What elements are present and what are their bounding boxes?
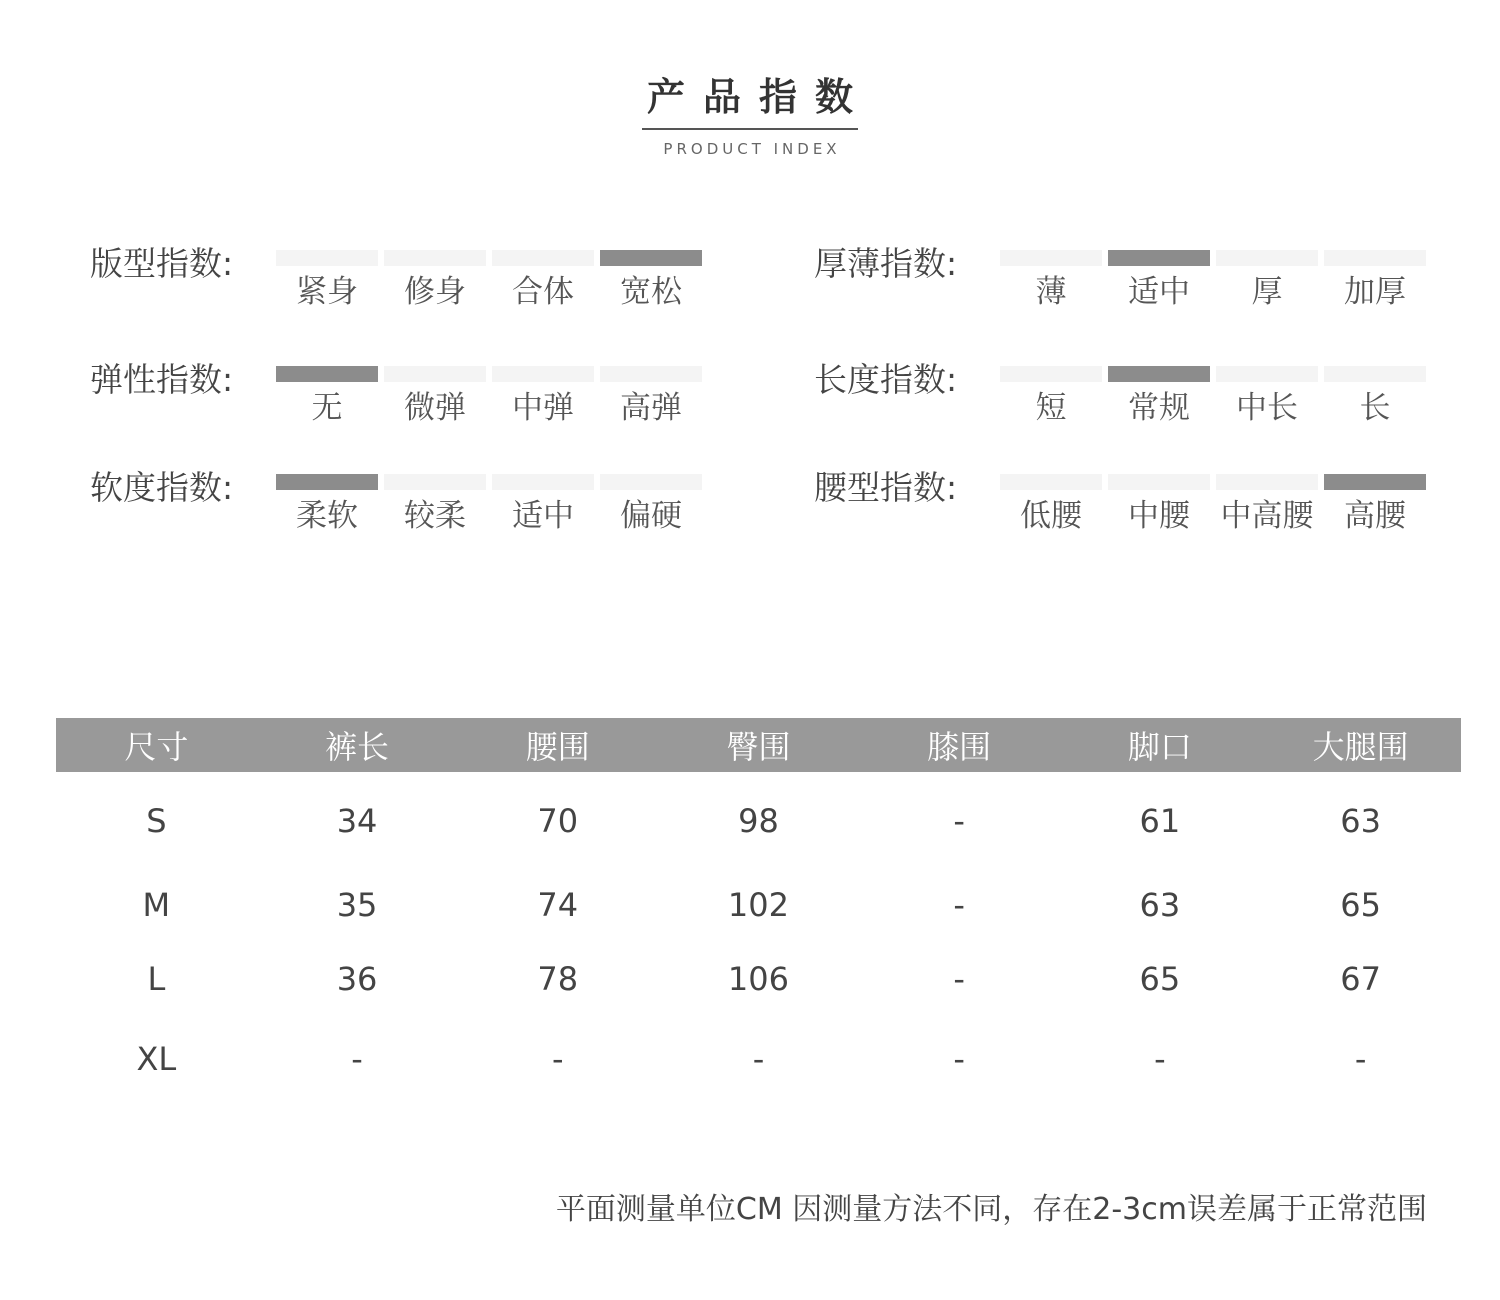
table-cell: 35 <box>336 886 378 924</box>
scale-option-label: 高弹 <box>620 390 682 426</box>
scale-option-label: 适中 <box>1128 274 1190 310</box>
scale-option <box>1000 358 1102 448</box>
scale-option <box>276 466 378 556</box>
page-subtitle: PRODUCT INDEX <box>663 140 841 158</box>
scale-bar <box>384 250 486 266</box>
scale-option <box>276 358 378 448</box>
column-header: 脚口 <box>1060 718 1261 772</box>
scale-option <box>1216 466 1318 556</box>
table-cell: 61 <box>1139 802 1181 840</box>
table-cell: XL <box>136 1040 177 1078</box>
scale-option-label: 厚 <box>1251 274 1283 310</box>
scale-option-label: 薄 <box>1035 274 1067 310</box>
table-cell: M <box>142 886 171 924</box>
index-label: 版型指数: <box>90 244 234 283</box>
scale-bar <box>1216 366 1318 382</box>
scale-option <box>1000 242 1102 332</box>
page-title: 产品指数 <box>646 75 871 119</box>
scale-option <box>1324 358 1426 448</box>
table-cell: - <box>351 1040 363 1078</box>
scale-option-label: 高腰 <box>1344 498 1406 534</box>
scale-option <box>1324 466 1426 556</box>
scale-bar <box>600 366 702 382</box>
scale-bar <box>492 366 594 382</box>
scale-bar <box>1000 250 1102 266</box>
table-cell: 65 <box>1139 960 1181 998</box>
scale-option <box>492 242 594 332</box>
scale-bar <box>1324 366 1426 382</box>
scale-option-label: 加厚 <box>1344 274 1406 310</box>
index-scale <box>1000 358 1432 448</box>
index-fit <box>90 242 710 332</box>
scale-bar <box>1216 250 1318 266</box>
scale-option-label: 中弹 <box>512 390 574 426</box>
table-cell: - <box>953 886 965 924</box>
table-cell: 70 <box>537 802 579 840</box>
table-row <box>56 940 1461 1018</box>
scale-bar <box>492 474 594 490</box>
table-cell: 36 <box>336 960 378 998</box>
scale-option-label: 宽松 <box>620 274 682 310</box>
table-cell: - <box>752 1040 765 1078</box>
index-softness <box>90 466 710 556</box>
scale-option-label: 长 <box>1359 390 1391 426</box>
table-cell: - <box>551 1040 564 1078</box>
scale-bar <box>1216 474 1318 490</box>
index-scale <box>276 242 708 332</box>
scale-option <box>600 242 702 332</box>
column-header: 膝围 <box>859 718 1060 772</box>
scale-bar <box>276 366 378 382</box>
column-header: 腰围 <box>457 718 658 772</box>
size-table <box>56 718 1461 1100</box>
scale-option-label: 无 <box>311 390 343 426</box>
scale-bar <box>1108 474 1210 490</box>
table-cell: 65 <box>1340 886 1381 924</box>
index-scale <box>276 358 708 448</box>
scale-bar <box>600 474 702 490</box>
scale-option <box>276 242 378 332</box>
table-cell: L <box>147 960 166 998</box>
column-header: 裤长 <box>257 718 458 772</box>
scale-bar <box>1108 366 1210 382</box>
scale-option <box>1216 358 1318 448</box>
scale-bar <box>276 250 378 266</box>
scale-bar <box>384 474 486 490</box>
table-cell: 98 <box>738 802 779 840</box>
table-cell: - <box>1154 1040 1166 1078</box>
table-cell: - <box>1354 1040 1367 1078</box>
scale-option <box>492 466 594 556</box>
scale-bar <box>600 250 702 266</box>
scale-bar <box>1000 474 1102 490</box>
scale-option-label: 偏硬 <box>620 498 682 534</box>
table-row <box>56 870 1461 940</box>
scale-option-label: 中长 <box>1236 390 1298 426</box>
scale-option <box>492 358 594 448</box>
scale-option <box>384 466 486 556</box>
column-header: 大腿围 <box>1260 718 1461 772</box>
scale-option-label: 紧身 <box>296 274 358 310</box>
scale-option <box>1108 358 1210 448</box>
scale-option <box>1108 242 1210 332</box>
page-header <box>0 72 1500 158</box>
table-cell: 74 <box>537 886 579 924</box>
scale-bar <box>1324 474 1426 490</box>
index-thickness <box>814 242 1434 332</box>
scale-bar <box>1000 366 1102 382</box>
index-waist-type <box>814 466 1434 556</box>
scale-option <box>1324 242 1426 332</box>
scale-option-label: 适中 <box>512 498 574 534</box>
scale-bar <box>492 250 594 266</box>
scale-option-label: 常规 <box>1128 390 1190 426</box>
scale-option <box>1000 466 1102 556</box>
scale-option-label: 修身 <box>404 274 466 310</box>
index-label: 弹性指数: <box>90 360 234 399</box>
scale-option <box>600 358 702 448</box>
table-row <box>56 1018 1461 1100</box>
table-cell: 78 <box>537 960 579 998</box>
scale-option <box>600 466 702 556</box>
scale-bar <box>1108 250 1210 266</box>
table-cell: 106 <box>727 960 789 998</box>
scale-bar <box>276 474 378 490</box>
scale-option-label: 合体 <box>512 274 574 310</box>
column-header: 尺寸 <box>56 718 257 772</box>
scale-option-label: 微弹 <box>404 390 466 426</box>
index-scale <box>276 466 708 556</box>
index-label: 软度指数: <box>90 468 234 507</box>
index-label: 长度指数: <box>814 360 958 399</box>
scale-bar <box>1324 250 1426 266</box>
index-scale <box>1000 466 1432 556</box>
index-elasticity <box>90 358 710 448</box>
scale-option-label: 中高腰 <box>1220 498 1314 534</box>
index-label: 腰型指数: <box>814 468 958 507</box>
table-cell: - <box>953 1040 965 1078</box>
table-cell: S <box>146 802 167 840</box>
table-cell: - <box>953 960 965 998</box>
index-scale <box>1000 242 1432 332</box>
scale-option <box>1216 242 1318 332</box>
scale-option <box>384 358 486 448</box>
index-label: 厚薄指数: <box>814 244 958 283</box>
measurement-note: 平面测量单位CM 因测量方法不同，存在2-3cm误差属于正常范围 <box>555 1192 1427 1227</box>
table-cell: - <box>953 802 965 840</box>
scale-bar <box>384 366 486 382</box>
table-cell: 63 <box>1139 886 1181 924</box>
table-cell: 63 <box>1340 802 1381 840</box>
scale-option-label: 短 <box>1035 390 1067 426</box>
scale-option-label: 中腰 <box>1128 498 1190 534</box>
column-header: 臀围 <box>658 718 859 772</box>
table-cell: 67 <box>1340 960 1381 998</box>
table-header-row <box>56 718 1461 772</box>
scale-option <box>1108 466 1210 556</box>
scale-option-label: 柔软 <box>296 498 358 534</box>
table-row <box>56 772 1461 870</box>
index-length <box>814 358 1434 448</box>
title-underline <box>642 128 858 130</box>
scale-option <box>384 242 486 332</box>
scale-option-label: 较柔 <box>404 498 466 534</box>
table-cell: 34 <box>336 802 378 840</box>
table-cell: 102 <box>727 886 789 924</box>
scale-option-label: 低腰 <box>1020 498 1082 534</box>
